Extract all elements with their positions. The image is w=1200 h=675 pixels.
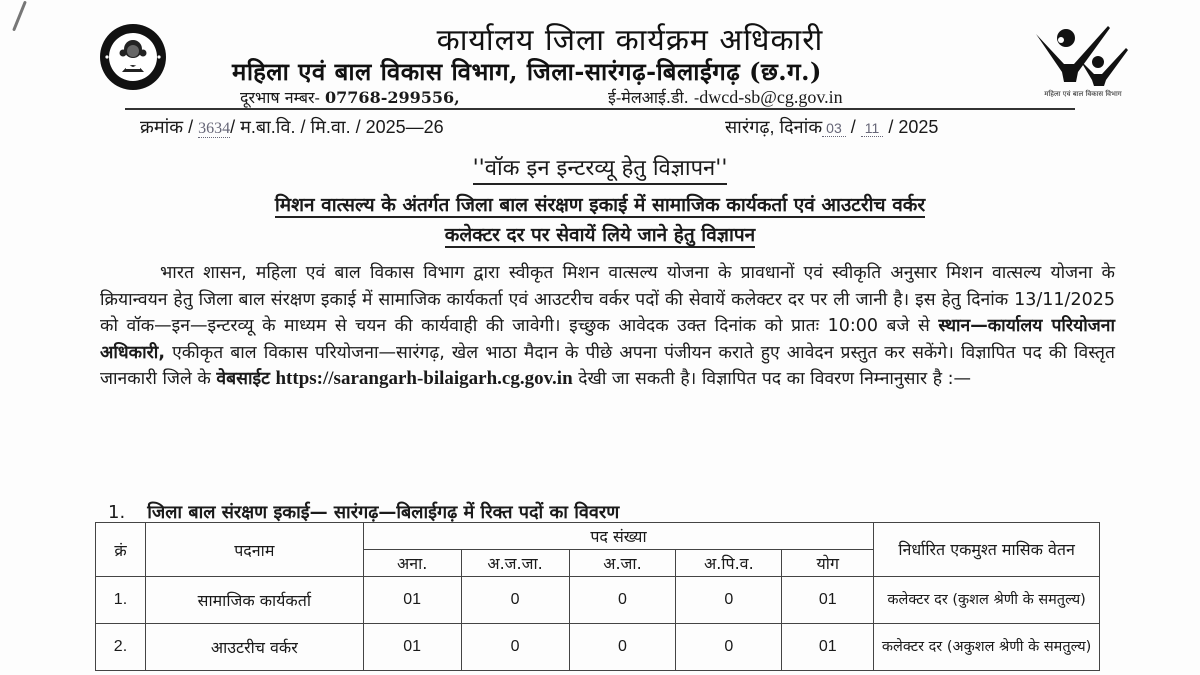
table-row: 2. आउटरीच वर्कर 01 0 0 0 01 कलेक्टर दर (अकुशल श्रेणी के समतुल्य) (96, 624, 1100, 671)
section-heading: 1. जिला बाल संरक्षण इकाई— सारंगढ़—बिलाईगढ़ में रिक्त पदों का विवरण (108, 502, 620, 523)
email-address: dwcd-sb@cg.gov.in (699, 87, 843, 107)
header-unreserved: अना. (363, 550, 461, 577)
header-post-name: पदनाम (145, 523, 363, 577)
svg-text:महिला एवं बाल विकास विभाग: महिला एवं बाल विकास विभाग (1044, 90, 1122, 98)
contact-phone (240, 86, 460, 108)
vacancy-table (95, 522, 1100, 671)
header-post-count: पद संख्या (363, 523, 874, 550)
header-serial: क्रं (96, 523, 146, 577)
header-rule (125, 108, 1075, 110)
office-title: कार्यालय जिला कार्यक्रम अधिकारी (436, 23, 824, 58)
header-pay: निर्धारित एकमुश्त मासिक वेतन (874, 523, 1100, 577)
wcd-department-logo-icon (1028, 20, 1138, 98)
handwritten-month: 11 (861, 120, 884, 137)
reference-number: क्रमांक / 3634/ म.बा.वि. / मि.वा. / 2025—26 (140, 117, 444, 137)
header-total: योग (782, 550, 874, 577)
district-website-link[interactable]: https://sarangarh-bilaigarh.cg.gov.in (275, 368, 573, 389)
header-sc: अ.जा. (569, 550, 676, 577)
header-st: अ.ज.जा. (461, 550, 569, 577)
department-line: महिला एवं बाल विकास विभाग, जिला-सारंगढ़-बिलाईगढ़ (छ.ग.) (232, 57, 822, 86)
contact-email (608, 86, 843, 108)
header-obc: अ.पि.व. (676, 550, 782, 577)
email-label: ई-मेलआई.डी. - (608, 88, 700, 107)
notice-subject: मिशन वात्सल्य के अंतर्गत जिला बाल संरक्षण इकाई में सामाजिक कार्यकर्ता एवं आउटरीच वर्कर कलेक्टर दर पर सेवायें लिये जाने हेतु विज्ञापन (274, 194, 926, 246)
phone-label: दूरभाष नम्बर- (240, 88, 320, 107)
table-row: 1. सामाजिक कार्यकर्ता 01 0 0 0 01 कलेक्टर दर (कुशल श्रेणी के समतुल्य) (96, 577, 1100, 624)
table-header-row (96, 523, 1100, 550)
notice-heading: ''वॉक इन इन्टरव्यू हेतु विज्ञापन'' (0, 152, 1200, 182)
phone-number: 07768-299556, (325, 88, 460, 107)
handwritten-ref-number: 3634 (198, 120, 231, 137)
handwritten-day: 03 (822, 120, 846, 137)
issue-date: सारंगढ़, दिनांक 03 / 11 / 2025 (725, 117, 939, 137)
notice-body: भारत शासन, महिला एवं बाल विकास विभाग द्वारा स्वीकृत मिशन वात्सल्य योजना के प्रावधानों एवं स्वीकृति अनुसार मिशन वात्सल्य योजना के क्रियान्वयन हेतु जिला बाल संरक्षण इकाई में सामाजिक कार्यकर्ता एवं आउटरीच वर्कर पदों की सेवायें कलेक्टर दर पर ली जानी है। इस हेतु दिनांक 13/11/2025 को वॉक—इन—इन्टरव्यू के माध्यम से चयन की कार्यवाही की जावेगी। इच्छुक आवेदक उक्त दिनांक को प्रातः 10:00 बजे से स्थान—कार्यालय परियोजना अधिकारी, एकीकृत बाल विकास परियोजना—सारंगढ़, खेल भाठा मैदान के पीछे अपना पंजीयन कराते हुए आवेदन प्रस्तुत कर सकेंगे। विज्ञापित पद की विस्तृत जानकारी जिले के वेबसाईट https://sarangarh-bilaigarh.cg.gov.in देखी जा सकती है। विज्ञापित पद का विवरण निम्नानुसार है :— (100, 263, 1115, 389)
